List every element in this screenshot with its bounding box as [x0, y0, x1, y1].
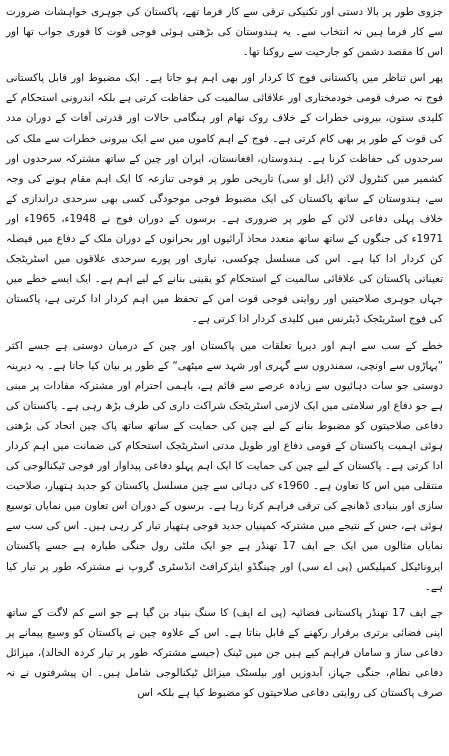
article-paragraph-4: جے ایف 17 تھنڈر پاکستانی فضائیہ (پی اے ایف) کا سنگ بنیاد بن گیا ہے جو اسے کم لاگت کے ساتھ اپنی فضائی برتری برقرار رکھنے کے قابل بناتا ہے۔ اس کے علاوہ چین نے پاکستان کو وسیع پیمانے پر دفاعی ساز و سامان فراہم کیے ہیں جن میں ٹینک (جیسے مشترکہ طور پر تیار کردہ الخالد)، میزائل دفاعی نظام، جنگی جہاز، آبدوزیں اور بیلسٹک میزائل ٹیکنالوجی شامل ہیں۔ ان پیشرفتوں نے نہ صرف پاکستان کی روایتی دفاعی صلاحیتوں کو مضبوط کیا ہے بلکہ اس	[6, 606, 444, 700]
article-paragraph-1: جزوی طور پر بالا دستی اور تکنیکی ترقی سے کار فرما تھے، پاکستان کی جوہری خواہشات ضرورت سے کار فرما ہیں نہ انتخاب سے۔ یہ ہندوستان کی بڑھتی ہوئی فوجی قوت کا فوری جواب تھا اور اس کا مقصد دشمن کو جارحیت سے روکنا تھا۔	[6, 6, 443, 59]
article-paragraph-3: خطے کے سب سے اہم اور دیرپا تعلقات میں پاکستان اور چین کے درمیان دوستی ہے جسے اکثر ”پہاڑوں سے اونچی، سمندروں سے گہری اور شہد سے میٹھی“ کے طور پر بیان کیا جاتا ہے۔ یہ دیرینہ دوستی جو سات دہائیوں سے زیادہ عرصے سے قائم ہے، باہمی احترام اور مشترکہ مفادات پر مبنی ہے جو دفاع اور سلامتی میں ایک لازمی اسٹریٹجک شراکت داری کی طرف بڑھ رہی ہے۔ پاکستان کی دفاعی صلاحیتوں کو مضبوط بنانے کے لیے چین کی حمایت کے ساتھ ساتھ پاک چین اتحاد کی بڑھتی ہوئی اہمیت پاکستان کے قومی دفاع اور طویل مدتی اسٹریٹجک استحکام کی ضمانت میں اہم کردار ادا کرتی ہے۔ پاکستان کے لیے چین کی حمایت کا ایک اہم پہلو دفاعی پیداوار اور فوجی ٹیکنالوجی کی منتقلی میں اس کا تعاون ہے۔ 1960ء کی دہائی سے چین مسلسل پاکستان کو جدید ہتھیار، صلاحیت سازی اور بنیادی ڈھانچے کی ترقی فراہم کرتا رہا ہے۔ برسوں کے دوران اس تعاون میں نمایاں توسیع ہوئی ہے، جس کے نتیجے میں مشترکہ کمپنیاں جدید فوجی ہتھیار تیار کر رہی ہیں۔ اس کی سب سے نمایاں مثالوں میں ایک جے ایف 17 تھنڈر ہے جو ایک ملٹی رول جنگی طیارہ ہے جسے پاکستان ایروناٹیکل کمپلیکس (پی اے سی) اور چینگڈو ایئرکرافٹ انڈسٹری گروپ نے مشترکہ طور پر تیار کیا ہے۔	[6, 339, 443, 593]
article-paragraph-2: پھر اس تناظر میں پاکستانی فوج کا کردار اور بھی اہم ہو جاتا ہے۔ ایک مضبوط اور قابل پاکستانی فوج نہ صرف قومی خودمختاری اور علاقائی سالمیت کی حفاظت کرتی ہے بلکہ اندرونی استحکام کے کلیدی ستون، بیرونی خطرات کے خلاف روک تھام اور ہنگامی حالات اور قدرتی آفات کے دوران مدد کی قوت کے طور پر بھی کام کرتی ہے۔ فوج کے اہم کاموں میں سے ایک بیرونی خطرات سے ملک کی سرحدوں کی حفاظت کرنا ہے۔ ہندوستان، افغانستان، ایران اور چین کے ساتھ مشترکہ سرحدوں اور کشمیر میں کنٹرول لائن (ایل او سی) تاریخی طور پر فوجی تنازعہ کا ایک اہم مقام ہونے کی وجہ سے، ہندوستان کے ساتھ پاکستان کی ایک مضبوط فوجی موجودگی کسی بھی سرحدی دراندازی کے خلاف پہلی دفاعی لائن کے طور پر ضروری ہے۔ برسوں کے دوران فوج نے 1948ء، 1965ء اور 1971ء کی جنگوں کے ساتھ ساتھ متعدد محاذ آرائیوں اور بحرانوں کے دوران ملک کے دفاع میں فیصلہ کن کردار ادا کیا ہے۔ اس کی مسلسل چوکسی، تیاری اور پورے سرحدی علاقوں میں اسٹریٹجک تعیناتی پاکستان کی علاقائی سالمیت کے استحکام کو یقینی بنانے کے لیے اہم ہے۔ ایک ایسے خطے میں جہاں جوہری صلاحیتیں اور روایتی فوجی قوت امن کے تحفظ میں اہم کردار ادا کرتی ہے، پاکستان کی فوج اسٹریٹجک ڈیٹرنس میں کلیدی کردار ادا کرتی ہے۔	[6, 72, 443, 326]
